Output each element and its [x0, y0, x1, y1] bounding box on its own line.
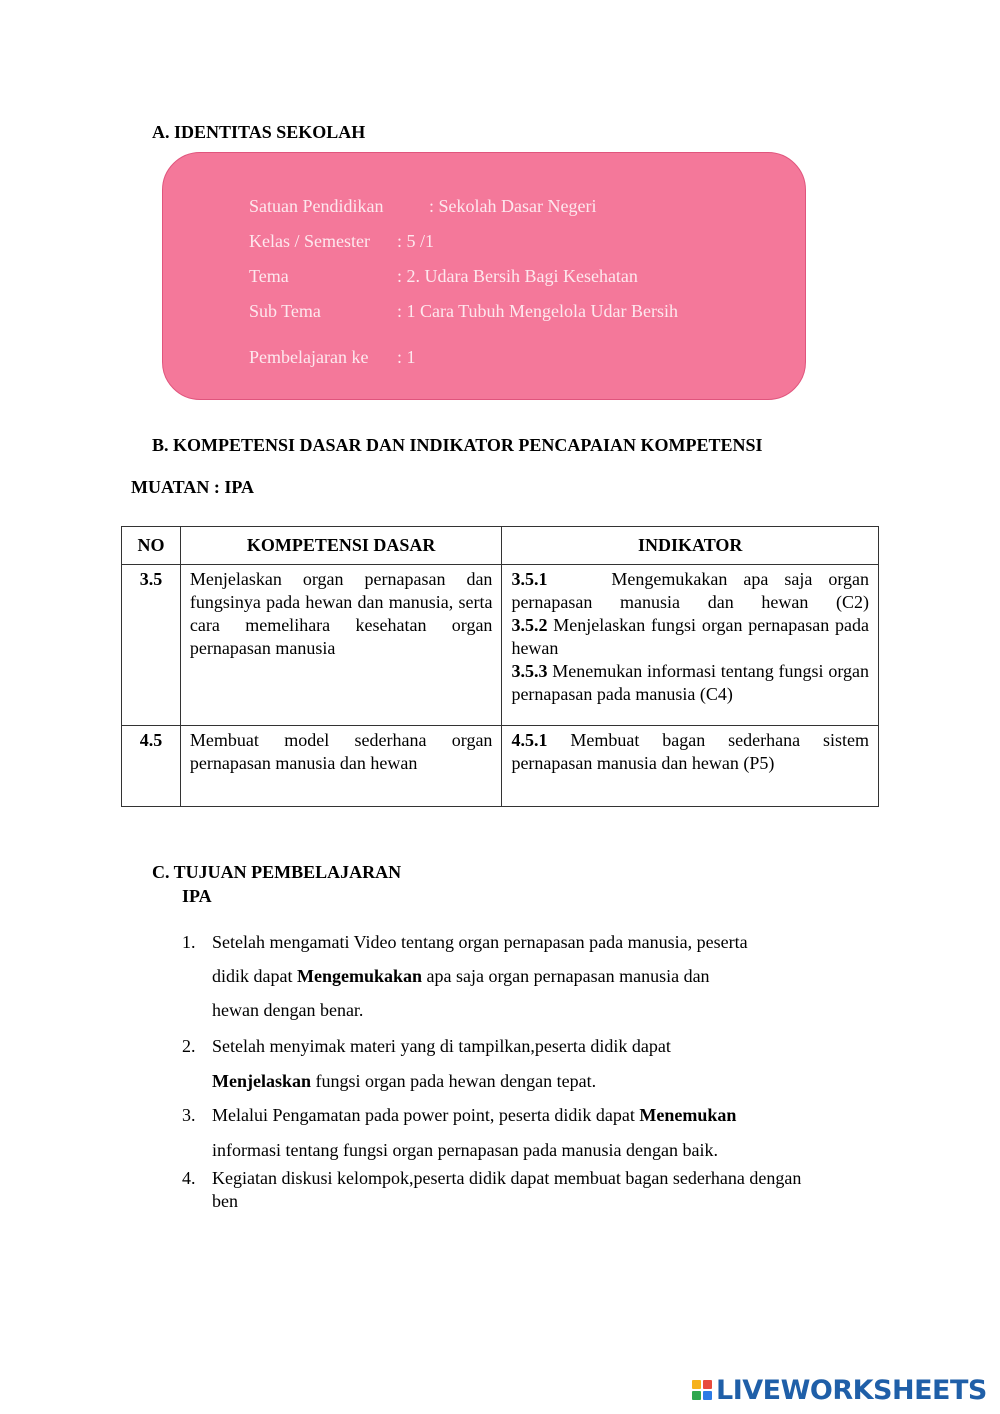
goal-text-part: didik dapat — [212, 966, 297, 986]
goal-text — [212, 1098, 736, 1168]
indicator-text: Membuat bagan sederhana sistem pernapasan manusia dan hewan (P5) — [511, 730, 870, 773]
identity-value: : 1 — [397, 347, 416, 367]
goal-number: 4. — [182, 1168, 196, 1188]
goal-line — [212, 1098, 736, 1133]
goal-text-part: Melalui Pengamatan pada power point, peserta didik dapat — [212, 1105, 640, 1125]
indicator-item — [511, 614, 869, 660]
goal-text-part: apa saja organ pernapasan manusia dan — [422, 966, 710, 986]
goal-line: hewan dengan benar. — [212, 1000, 364, 1020]
identity-label: Sub Tema — [249, 301, 321, 321]
goal-line — [212, 959, 748, 993]
section-a-title: A. IDENTITAS SEKOLAH — [152, 122, 366, 142]
section-c-heading — [152, 860, 401, 908]
table-header-row — [122, 527, 879, 565]
indicator-code: 3.5.2 — [511, 615, 548, 635]
indicator-item — [511, 568, 869, 614]
indicator-text: Menjelaskan fungsi organ pernapasan pada hewan — [511, 615, 870, 658]
indicator-text: Mengemukakan apa saja organ pernapasan manusia dan hewan (C2) — [511, 569, 869, 612]
goal-text-part: fungsi organ pada hewan dengan tepat. — [311, 1071, 597, 1091]
goal-text — [212, 1029, 671, 1099]
identity-label: Pembelajaran ke — [249, 347, 369, 367]
identity-label: Satuan Pendidikan — [249, 196, 384, 216]
table-row — [122, 565, 879, 726]
identity-value: : 2. Udara Bersih Bagi Kesehatan — [397, 266, 638, 286]
indicator-item — [511, 660, 869, 706]
row-number: 4.5 — [122, 726, 181, 807]
goal-number: 1. — [182, 932, 196, 952]
row-kd: Membuat model sederhana organ pernapasan manusia dan hewan — [180, 726, 502, 807]
competency-table — [121, 526, 879, 807]
indicator-code: 3.5.1 — [511, 569, 548, 589]
goal-number: 3. — [182, 1105, 196, 1125]
section-c-title: C. TUJUAN PEMBELAJARAN — [152, 862, 402, 882]
logo-text: LIVEWORKSHEETS — [716, 1374, 987, 1406]
goal-keyword: Mengemukakan — [296, 966, 422, 986]
goal-line: Setelah menyimak materi yang di tampilkan,peserta didik dapat — [212, 1036, 671, 1056]
identity-value: : 1 Cara Tubuh Mengelola Udar Bersih — [397, 301, 678, 321]
muatan-label: MUATAN : IPA — [131, 477, 254, 497]
section-c-subtitle: IPA — [182, 886, 212, 906]
goal-text — [212, 925, 748, 1027]
goal-text — [212, 1167, 801, 1213]
section-b-title: B. KOMPETENSI DASAR DAN INDIKATOR PENCAPAIAN KOMPETENSI — [152, 435, 763, 455]
col-header-no: NO — [122, 527, 181, 565]
goal-keyword: Menemukan — [639, 1105, 737, 1125]
identity-label: Kelas / Semester — [249, 231, 370, 251]
goal-keyword: Menjelaskan — [212, 1071, 311, 1091]
indicator-code: 4.5.1 — [511, 730, 548, 750]
table-row — [122, 726, 879, 807]
indicator-code: 3.5.3 — [511, 661, 548, 681]
goal-number: 2. — [182, 1036, 196, 1056]
identity-value: : 5 /1 — [397, 231, 435, 251]
goal-line: Kegiatan diskusi kelompok,peserta didik dapat membuat bagan sederhana dengan — [212, 1168, 802, 1188]
identity-label: Tema — [249, 266, 289, 286]
row-indicators — [502, 726, 879, 807]
school-identity-box — [162, 152, 806, 400]
row-kd: Menjelaskan organ pernapasan dan fungsinya pada hewan dan manusia, serta cara memelihara kesehatan organ pernapasan manusia — [180, 565, 502, 726]
goal-line: Setelah mengamati Video tentang organ pernapasan pada manusia, peserta — [212, 932, 748, 952]
goal-line: ben — [212, 1191, 238, 1211]
row-number: 3.5 — [122, 565, 181, 726]
goal-line: informasi tentang fungsi organ pernapasan pada manusia dengan baik. — [212, 1140, 719, 1160]
col-header-indicator: INDIKATOR — [502, 527, 879, 565]
liveworksheets-logo-icon — [692, 1380, 712, 1400]
indicator-text: Menemukan informasi tentang fungsi organ pernapasan pada manusia (C4) — [511, 661, 869, 704]
row-indicators — [502, 565, 879, 726]
col-header-kd: KOMPETENSI DASAR — [180, 527, 502, 565]
liveworksheets-logo — [692, 1374, 987, 1406]
indicator-item — [511, 729, 869, 775]
identity-value: : Sekolah Dasar Negeri — [429, 196, 597, 216]
goal-line — [212, 1064, 671, 1099]
